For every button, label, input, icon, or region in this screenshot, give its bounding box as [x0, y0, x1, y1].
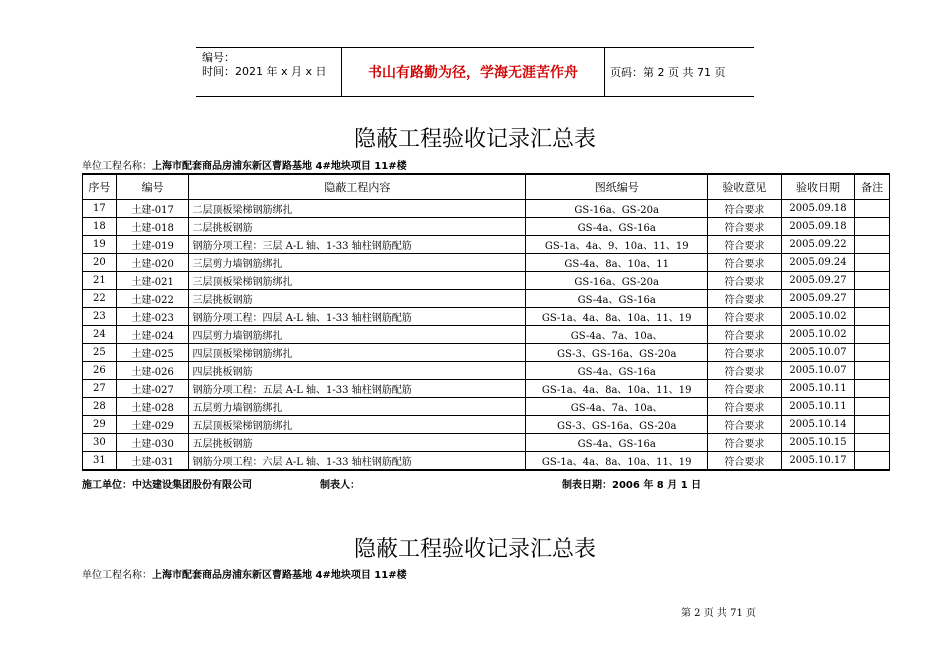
unit-project-label: 单位工程名称： — [82, 570, 152, 581]
header-divider — [604, 48, 605, 96]
cell-drawing: GS-4a、8a、10a、11 — [526, 254, 708, 272]
acceptance-summary-table — [82, 173, 890, 471]
cell-drawing: GS-4a、GS-16a — [526, 290, 708, 308]
prepared-date: 制表日期：2006 年 8 月 1 日 — [562, 480, 702, 491]
cell-opinion: 符合要求 — [708, 290, 782, 308]
cell-opinion: 符合要求 — [708, 326, 782, 344]
cell-content: 二层挑板钢筋 — [189, 218, 526, 236]
cell-remark — [855, 326, 890, 344]
cell-opinion: 符合要求 — [708, 398, 782, 416]
cell-date: 2005.10.07 — [781, 362, 854, 380]
document-time: 时间：2021 年 x 月 x 日 — [202, 65, 327, 78]
table-body — [83, 200, 890, 471]
cell-seq: 17 — [83, 200, 117, 218]
cell-code: 土建-023 — [116, 308, 189, 326]
header-meta — [202, 51, 327, 79]
cell-drawing: GS-1a、4a、9、10a、11、19 — [526, 236, 708, 254]
cell-code: 土建-027 — [116, 380, 189, 398]
cell-remark — [855, 200, 890, 218]
cell-content: 三层挑板钢筋 — [189, 290, 526, 308]
table-row — [83, 254, 890, 272]
cell-code: 土建-021 — [116, 272, 189, 290]
unit-project-name — [82, 157, 407, 172]
cell-drawing: GS-3、GS-16a、GS-20a — [526, 416, 708, 434]
cell-content: 三层顶板梁梯钢筋绑扎 — [189, 272, 526, 290]
column-header: 图纸编号 — [526, 174, 708, 200]
cell-date: 2005.10.02 — [781, 308, 854, 326]
table-row — [83, 416, 890, 434]
cell-remark — [855, 398, 890, 416]
cell-remark — [855, 452, 890, 471]
cell-opinion: 符合要求 — [708, 272, 782, 290]
cell-remark — [855, 308, 890, 326]
cell-seq: 21 — [83, 272, 117, 290]
header-page-number: 页码：第 2 页 共 71 页 — [610, 66, 726, 79]
cell-date: 2005.09.22 — [781, 236, 854, 254]
cell-drawing: GS-1a、4a、8a、10a、11、19 — [526, 308, 708, 326]
cell-remark — [855, 380, 890, 398]
cell-drawing: GS-4a、GS-16a — [526, 218, 708, 236]
cell-drawing: GS-1a、4a、8a、10a、11、19 — [526, 452, 708, 471]
table-row — [83, 290, 890, 308]
column-header: 序号 — [83, 174, 117, 200]
table-row — [83, 434, 890, 452]
cell-code: 土建-026 — [116, 362, 189, 380]
cell-content: 四层顶板梁梯钢筋绑扎 — [189, 344, 526, 362]
page-header — [196, 47, 754, 97]
table-header-row — [83, 174, 890, 200]
table-row — [83, 308, 890, 326]
cell-date: 2005.10.02 — [781, 326, 854, 344]
column-header: 验收日期 — [781, 174, 854, 200]
cell-drawing: GS-1a、4a、8a、10a、11、19 — [526, 380, 708, 398]
cell-content: 钢筋分项工程：三层 A-L 轴、1-33 轴柱钢筋配筋 — [189, 236, 526, 254]
prepared-by: 制表人： — [320, 480, 360, 491]
cell-code: 土建-031 — [116, 452, 189, 471]
cell-opinion: 符合要求 — [708, 218, 782, 236]
cell-date: 2005.10.15 — [781, 434, 854, 452]
cell-seq: 25 — [83, 344, 117, 362]
table-row — [83, 380, 890, 398]
cell-opinion: 符合要求 — [708, 416, 782, 434]
cell-date: 2005.10.17 — [781, 452, 854, 471]
cell-code: 土建-017 — [116, 200, 189, 218]
cell-remark — [855, 416, 890, 434]
cell-seq: 18 — [83, 218, 117, 236]
cell-drawing: GS-4a、GS-16a — [526, 362, 708, 380]
cell-content: 二层顶板梁梯钢筋绑扎 — [189, 200, 526, 218]
cell-remark — [855, 362, 890, 380]
column-header: 验收意见 — [708, 174, 782, 200]
cell-date: 2005.09.24 — [781, 254, 854, 272]
cell-content: 四层挑板钢筋 — [189, 362, 526, 380]
cell-content: 五层挑板钢筋 — [189, 434, 526, 452]
page-footer-number: 第 2 页 共 71 页 — [681, 608, 756, 619]
cell-drawing: GS-16a、GS-20a — [526, 272, 708, 290]
cell-drawing: GS-4a、7a、10a、 — [526, 398, 708, 416]
cell-content: 四层剪力墙钢筋绑扎 — [189, 326, 526, 344]
cell-code: 土建-018 — [116, 218, 189, 236]
cell-code: 土建-029 — [116, 416, 189, 434]
cell-content: 钢筋分项工程：五层 A-L 轴、1-33 轴柱钢筋配筋 — [189, 380, 526, 398]
cell-remark — [855, 218, 890, 236]
construction-company: 施工单位：中达建设集团股份有限公司 — [82, 480, 252, 491]
cell-drawing: GS-3、GS-16a、GS-20a — [526, 344, 708, 362]
cell-code: 土建-024 — [116, 326, 189, 344]
cell-content: 钢筋分项工程：六层 A-L 轴、1-33 轴柱钢筋配筋 — [189, 452, 526, 471]
table-row — [83, 236, 890, 254]
cell-seq: 24 — [83, 326, 117, 344]
cell-remark — [855, 272, 890, 290]
column-header: 备注 — [855, 174, 890, 200]
cell-content: 五层顶板梁梯钢筋绑扎 — [189, 416, 526, 434]
unit-project-value: 上海市配套商品房浦东新区曹路基地 4#地块项目 11#楼 — [152, 161, 407, 172]
cell-seq: 28 — [83, 398, 117, 416]
cell-drawing: GS-4a、GS-16a — [526, 434, 708, 452]
cell-remark — [855, 236, 890, 254]
page-title: 隐蔽工程验收记录汇总表 — [353, 127, 596, 152]
header-motto: 书山有路勤为径，学海无涯苦作舟 — [368, 65, 578, 81]
table-row — [83, 200, 890, 218]
cell-code: 土建-019 — [116, 236, 189, 254]
unit-project-value: 上海市配套商品房浦东新区曹路基地 4#地块项目 11#楼 — [152, 570, 407, 581]
cell-opinion: 符合要求 — [708, 452, 782, 471]
table-row — [83, 362, 890, 380]
second-unit-project-name — [82, 566, 407, 581]
cell-seq: 30 — [83, 434, 117, 452]
cell-date: 2005.10.14 — [781, 416, 854, 434]
cell-opinion: 符合要求 — [708, 380, 782, 398]
table-row — [83, 398, 890, 416]
cell-date: 2005.09.27 — [781, 290, 854, 308]
cell-date: 2005.10.11 — [781, 380, 854, 398]
cell-seq: 23 — [83, 308, 117, 326]
cell-content: 五层剪力墙钢筋绑扎 — [189, 398, 526, 416]
cell-content: 钢筋分项工程：四层 A-L 轴、1-33 轴柱钢筋配筋 — [189, 308, 526, 326]
cell-code: 土建-020 — [116, 254, 189, 272]
cell-content: 三层剪力墙钢筋绑扎 — [189, 254, 526, 272]
cell-opinion: 符合要求 — [708, 434, 782, 452]
document-number-label: 编号： — [202, 51, 235, 64]
cell-remark — [855, 290, 890, 308]
table-row — [83, 272, 890, 290]
cell-date: 2005.09.18 — [781, 200, 854, 218]
cell-code: 土建-028 — [116, 398, 189, 416]
cell-date: 2005.09.18 — [781, 218, 854, 236]
cell-seq: 26 — [83, 362, 117, 380]
cell-code: 土建-022 — [116, 290, 189, 308]
cell-seq: 19 — [83, 236, 117, 254]
cell-opinion: 符合要求 — [708, 308, 782, 326]
cell-seq: 31 — [83, 452, 117, 471]
table-row — [83, 452, 890, 471]
cell-date: 2005.10.11 — [781, 398, 854, 416]
cell-seq: 27 — [83, 380, 117, 398]
cell-code: 土建-030 — [116, 434, 189, 452]
cell-seq: 22 — [83, 290, 117, 308]
table-row — [83, 218, 890, 236]
cell-date: 2005.10.07 — [781, 344, 854, 362]
cell-seq: 20 — [83, 254, 117, 272]
cell-remark — [855, 254, 890, 272]
column-header: 编号 — [116, 174, 189, 200]
table-row — [83, 344, 890, 362]
cell-code: 土建-025 — [116, 344, 189, 362]
cell-opinion: 符合要求 — [708, 200, 782, 218]
cell-remark — [855, 434, 890, 452]
cell-opinion: 符合要求 — [708, 254, 782, 272]
cell-drawing: GS-4a、7a、10a、 — [526, 326, 708, 344]
cell-opinion: 符合要求 — [708, 362, 782, 380]
cell-drawing: GS-16a、GS-20a — [526, 200, 708, 218]
table-row — [83, 326, 890, 344]
cell-date: 2005.09.27 — [781, 272, 854, 290]
cell-opinion: 符合要求 — [708, 344, 782, 362]
column-header: 隐蔽工程内容 — [189, 174, 526, 200]
cell-seq: 29 — [83, 416, 117, 434]
cell-remark — [855, 344, 890, 362]
cell-opinion: 符合要求 — [708, 236, 782, 254]
second-page-title: 隐蔽工程验收记录汇总表 — [353, 537, 596, 562]
unit-project-label: 单位工程名称： — [82, 161, 152, 172]
